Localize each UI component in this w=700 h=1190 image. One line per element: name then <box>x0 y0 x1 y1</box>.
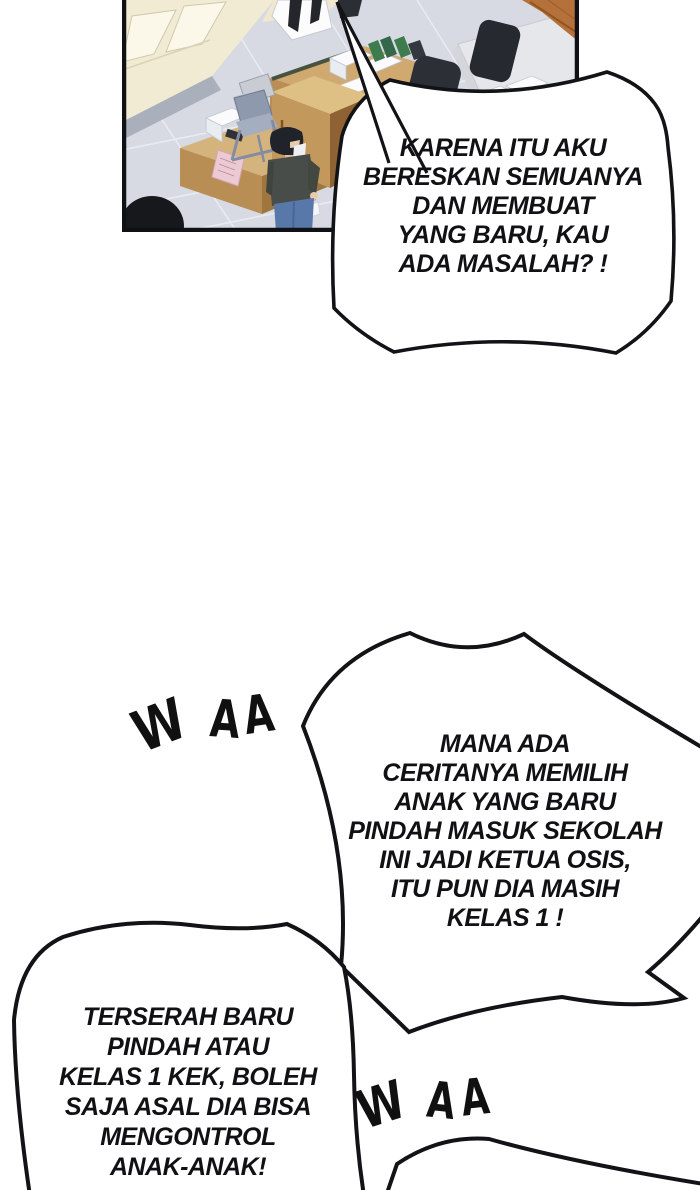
bubble-1-line: YANG BARU, KAU <box>397 221 609 249</box>
sfx-waa-bottom <box>349 1067 496 1142</box>
bubble-2-line: INI JADI KETUA OSIS, <box>379 846 631 874</box>
bubble-3-text <box>33 1003 343 1183</box>
bubble-2-line: CERITANYA MEMILIH <box>382 759 628 787</box>
bubble-3-line: MENGONTROL <box>100 1123 276 1151</box>
bubble-2-line: ITU PUN DIA MASIH <box>390 875 620 903</box>
bubble-2-line: KELAS 1 ! <box>446 904 564 932</box>
bubble-2-line: PINDAH MASUK SEKOLAH <box>348 817 662 845</box>
bubble-1-text <box>343 134 663 279</box>
bubble-1-line: KARENA ITU AKU <box>399 134 607 162</box>
sfx-letter: A <box>458 1067 493 1128</box>
bubble-3-line: ANAK-ANAK! <box>109 1153 267 1181</box>
bubble-1-line: BERESKAN SEMUANYA <box>363 163 643 191</box>
bubble-2-text <box>335 730 675 933</box>
speech-bubble-4-partial <box>386 1139 700 1190</box>
bubble-2-line: ANAK YANG BARU <box>394 788 616 816</box>
bubble-3-line: TERSERAH BARU <box>82 1003 294 1031</box>
sfx-letter: A <box>239 683 278 747</box>
sfx-letter: A <box>424 1070 459 1132</box>
bubble-2-line: MANA ADA <box>439 730 571 758</box>
bubble-3-line: PINDAH ATAU <box>106 1033 270 1061</box>
bubble-1-line: DAN MEMBUAT <box>412 192 594 220</box>
sfx-letter: W <box>349 1069 414 1142</box>
sfx-letter: W <box>123 685 196 766</box>
bubble-1-line: ADA MASALAH? ! <box>398 250 608 278</box>
bubble-3-line: KELAS 1 KEK, BOLEH <box>59 1063 317 1091</box>
bubble-3-line: SAJA ASAL DIA BISA <box>64 1093 312 1121</box>
sfx-letter: A <box>207 689 242 752</box>
